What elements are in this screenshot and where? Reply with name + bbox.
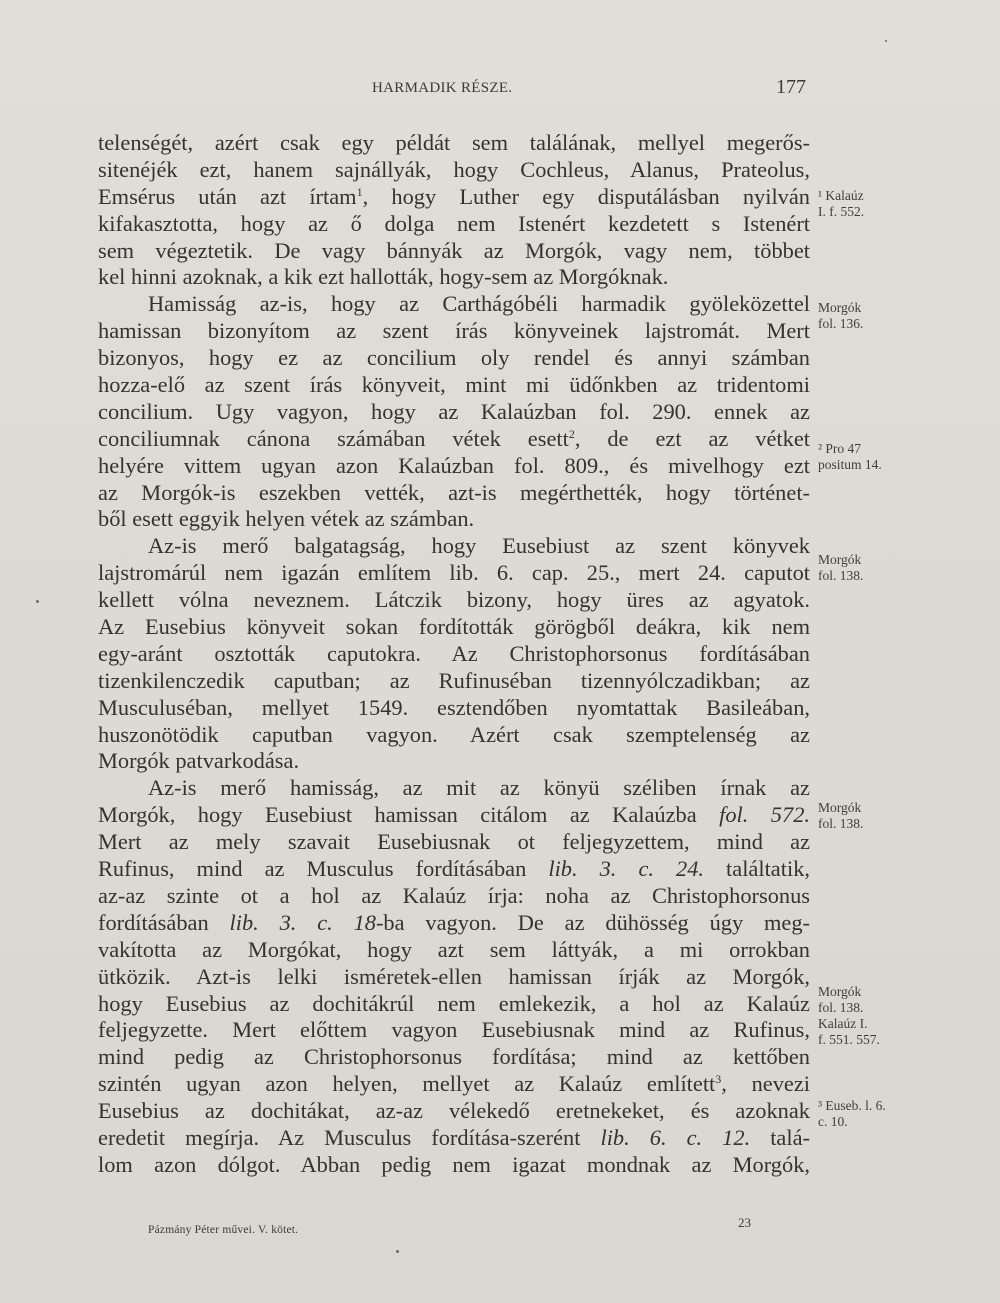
text-line: kifakasztotta, hogy az ő dolga nem Istenért kezdetett s Istenért [98, 210, 810, 236]
text-segment: Morgók, hogy Eusebiust hamissan citálom az Kalaúzba [98, 802, 720, 828]
running-head: HARMADIK RÉSZE. [372, 80, 513, 96]
text-line: Morgók patvarkodása. [98, 748, 300, 774]
margin-note-line: Morgók [818, 984, 862, 999]
signature-mark: 23 [738, 1215, 751, 1230]
footnote-marker: 3 [715, 1072, 722, 1087]
text-line: Hamisság az-is, hogy az Carthágóbéli harmadik gyöleközettel [148, 291, 810, 317]
text-line: kellett vólna neveznem. Látczik bizony, hogy üres az agyatok. [98, 587, 810, 613]
citation-italic: lib. 3. c. 18 [229, 909, 376, 935]
paper-speck [396, 1250, 399, 1253]
text-segment: , nevezi [721, 1071, 811, 1097]
text-segment: conciliumnak cánona számában vétek esett [98, 425, 569, 451]
margin-note [818, 984, 918, 1048]
text-line: vakította az Morgókat, hogy azt sem láttyák, a mi orrokban [98, 936, 810, 962]
text-line [98, 1071, 810, 1098]
text-line: ből esett eggyik helyen vétek az számban. [98, 506, 475, 532]
text-line: feljegyzette. Mert előttem vagyon Eusebiusnak mind az Rufinus, [98, 1017, 810, 1043]
text-segment: eredetit megírja. Az Musculus fordítása-szerént [98, 1124, 601, 1150]
citation-italic: fol. 572. [719, 802, 810, 828]
text-segment: , hogy Luther egy disputálásban nyilván [362, 183, 810, 209]
page-number: 177 [776, 76, 806, 98]
text-line: hogy Eusebius az dochitákrúl nem emlekezik, a hol az Kalaúz [98, 990, 810, 1016]
footnote-marker: 2 [568, 426, 575, 441]
margin-note-line: fol. 138. [818, 568, 864, 583]
text-segment: találtatik, [704, 856, 810, 882]
text-line [98, 184, 810, 211]
text-line [98, 802, 810, 829]
margin-note-line: fol. 138. [818, 1000, 864, 1015]
text-line: Az Eusebius könyveit sokan fordították görögből deákra, kik nem [98, 614, 810, 640]
footnote-marker: 1 [356, 184, 363, 199]
text-line: sitenéjék ezt, hanem sajnállyák, hogy Cochleus, Alanus, Prateolus, [98, 156, 810, 182]
margin-note-line: Morgók [818, 552, 862, 567]
text-line: Mert az mely szavait Eusebiusnak ot feljegyzettem, mind az [98, 829, 810, 855]
citation-italic: lib. 3. c. 24. [548, 856, 705, 882]
margin-note [818, 800, 918, 832]
text-line: Eusebius az dochitákat, az-az vélekedő eretnekeket, és azoknak [98, 1098, 810, 1124]
text-line: Az-is merő balgatagság, hogy Eusebiust az szent könyvek [148, 533, 810, 559]
margin-note-line: Morgók [818, 800, 862, 815]
margin-note-line: f. 551. 557. [818, 1032, 880, 1047]
text-segment: -ba vagyon. De az dühösség úgy meg- [375, 909, 810, 935]
margin-note [818, 188, 918, 220]
text-line: telenségét, azért csak egy példát sem találának, mellyel megerős- [98, 130, 810, 155]
text-line: bizonyos, hogy ez az concilium oly rendel és annyi számban [98, 345, 810, 371]
margin-note-line: fol. 136. [818, 316, 864, 331]
margin-note [818, 300, 918, 332]
text-line: concilium. Ugy vagyon, hogy az Kalaúzban fol. 290. ennek az [98, 398, 810, 424]
text-line: az-az szinte ot a hol az Kalaúz írja: noha az Christophorsonus [98, 882, 810, 908]
text-line: sem végeztetik. De vagy bánnyák az Morgók, vagy nem, többet [98, 237, 810, 263]
paper-speck [885, 40, 887, 42]
footer-book-title: Pázmány Péter művei. V. kötet. [148, 1224, 299, 1236]
text-segment: , de ezt az vétket [574, 425, 810, 451]
margin-note-line: Kalaúz I. [818, 1016, 868, 1031]
text-line: hamissan bizonyítom az szent írás könyveinek lajstromát. Mert [98, 318, 810, 344]
margin-note-line: positum 14. [818, 457, 882, 472]
margin-note-line: I. f. 552. [818, 204, 865, 219]
text-line: egy-aránt osztották caputokra. Az Christophorsonus fordításában [98, 640, 810, 666]
margin-note-line: fol. 138. [818, 816, 864, 831]
margin-note [818, 1098, 918, 1130]
text-line: tizenkilenczedik caputban; az Rufinuséban tizennyólczadikban; az [98, 667, 810, 693]
margin-note-line: ³ Euseb. l. 6. [818, 1098, 886, 1113]
text-segment: szintén ugyan azon helyen, mellyet az Kalaúz említett [98, 1071, 716, 1097]
text-line [98, 910, 810, 937]
text-line: lajstromárúl nem igazán említem lib. 6. cap. 25., mert 24. caputot [98, 560, 810, 586]
text-line: huszonötödik caputban vagyon. Azért csak szemptelenség az [98, 721, 810, 747]
paper-speck [36, 600, 39, 603]
text-segment: Rufinus, mind az Musculus fordításában [98, 856, 549, 882]
text-line: Az-is merő hamisság, az mit az könyü széliben írnak az [148, 775, 810, 801]
citation-italic: lib. 6. c. 12. [600, 1124, 751, 1150]
body-text [98, 130, 810, 1179]
text-line: ütközik. Azt-is lelki isméretek-ellen hamissan írják az Morgók, [98, 963, 810, 989]
margin-note-line: ¹ Kalaúz [818, 188, 864, 203]
margin-note-line: ² Pro 47 [818, 441, 862, 456]
margin-note [818, 552, 918, 584]
margin-note-line: c. 10. [818, 1114, 848, 1129]
text-line: lom azon dólgot. Abban pedig nem igazat mondnak az Morgók, [98, 1151, 810, 1177]
text-segment: talá- [750, 1124, 810, 1150]
text-segment: fordításában [98, 909, 230, 935]
text-line [98, 1125, 810, 1152]
text-line: mind pedig az Christophorsonus fordítása; mind az kettőben [98, 1044, 810, 1070]
margin-note-line: Morgók [818, 300, 862, 315]
text-line: kel hinni azoknak, a kik ezt hallották, hogy-sem az Morgóknak. [98, 264, 669, 290]
text-line: az Morgók-is eszekben vették, azt-is megérthették, hogy történet- [98, 479, 810, 505]
text-line: hozza-elő az szent írás könyveit, mint mi üdőnkben az tridentomi [98, 372, 810, 398]
text-line: Musculuséban, mellyet 1549. esztendőben nyomtattak Basileában, [98, 694, 810, 720]
text-segment: Emsérus után azt írtam [98, 183, 357, 209]
text-line [98, 856, 810, 883]
text-line: helyére vittem ugyan azon Kalaúzban fol. 809., és mivelhogy ezt [98, 452, 810, 478]
margin-note [818, 441, 918, 473]
text-line [98, 426, 810, 453]
